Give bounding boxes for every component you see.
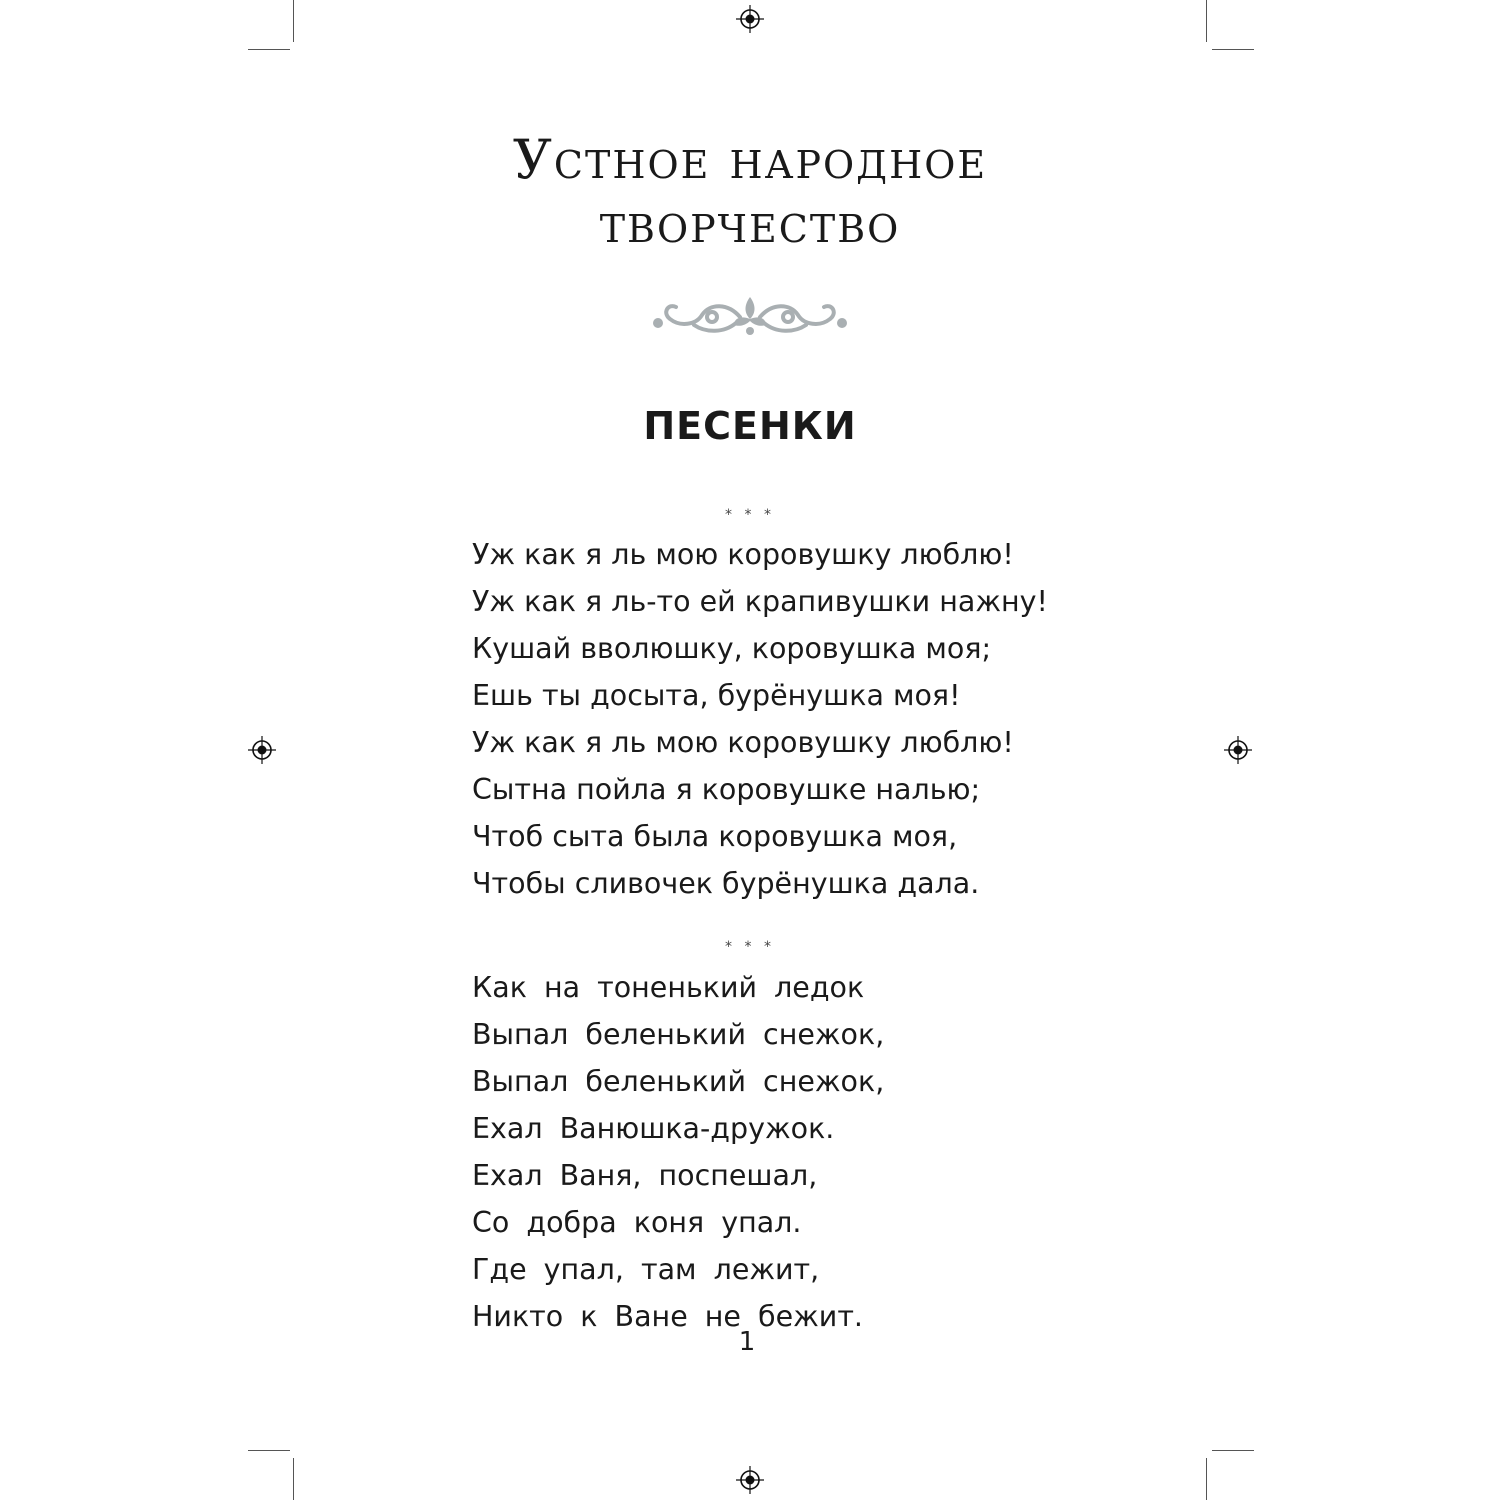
verse-line: Ехал Ваня, поспешал, — [472, 1159, 818, 1192]
verse-line: Уж как я ль мою коровушку люблю! — [472, 538, 1014, 571]
chapter-title — [0, 128, 1500, 256]
crop-mark-left-top — [248, 49, 290, 50]
verse-line: Чтобы сливочек бурёнушка дала. — [472, 867, 980, 900]
verse-line: Со добра коня упал. — [472, 1206, 802, 1239]
verse-line: Никто к Ване не бежит. — [472, 1300, 863, 1333]
verse-line: Чтоб сыта была коровушка моя, — [472, 820, 958, 853]
verse-line: Уж как я ль-то ей крапивушки нажну! — [472, 585, 1048, 618]
poem-2 — [472, 964, 1112, 1340]
chapter-title-line-2: творчество — [599, 192, 901, 255]
section-heading: ПЕСЕНКИ — [643, 404, 857, 448]
registration-mark-top-icon — [736, 5, 764, 33]
verse-line: Сытна пойла я коровушке налью; — [472, 773, 981, 806]
crop-mark-top-right — [1206, 0, 1207, 42]
verse-line: Где упал, там лежит, — [472, 1253, 820, 1286]
flourish-ornament-icon — [650, 293, 850, 341]
verse-line: Уж как я ль мою коровушку люблю! — [472, 726, 1014, 759]
verse-line: Выпал беленький снежок, — [472, 1065, 885, 1098]
crop-mark-bottom-right — [1206, 1458, 1207, 1500]
poem-separator: * * * — [725, 507, 775, 523]
crop-mark-top-left — [293, 0, 294, 42]
crop-mark-right-bottom — [1212, 1450, 1254, 1451]
registration-mark-left-icon — [248, 736, 276, 764]
chapter-title-line-1: Устное народное — [512, 128, 988, 191]
crop-mark-left-bottom — [248, 1450, 290, 1451]
verse-line: Выпал беленький снежок, — [472, 1018, 885, 1051]
poem-1 — [472, 531, 1112, 907]
crop-mark-bottom-left — [293, 1458, 294, 1500]
verse-line: Ешь ты досыта, бурёнушка моя! — [472, 679, 961, 712]
verse-line: Кушай вволюшку, коровушка моя; — [472, 632, 992, 665]
verse-line: Ехал Ванюшка-дружок. — [472, 1112, 835, 1145]
page-number: 1 — [738, 1327, 756, 1357]
registration-mark-right-icon — [1224, 736, 1252, 764]
crop-mark-right-top — [1212, 49, 1254, 50]
poem-separator: * * * — [725, 939, 775, 955]
registration-mark-bottom-icon — [736, 1466, 764, 1494]
verse-line: Как на тоненький ледок — [472, 971, 865, 1004]
